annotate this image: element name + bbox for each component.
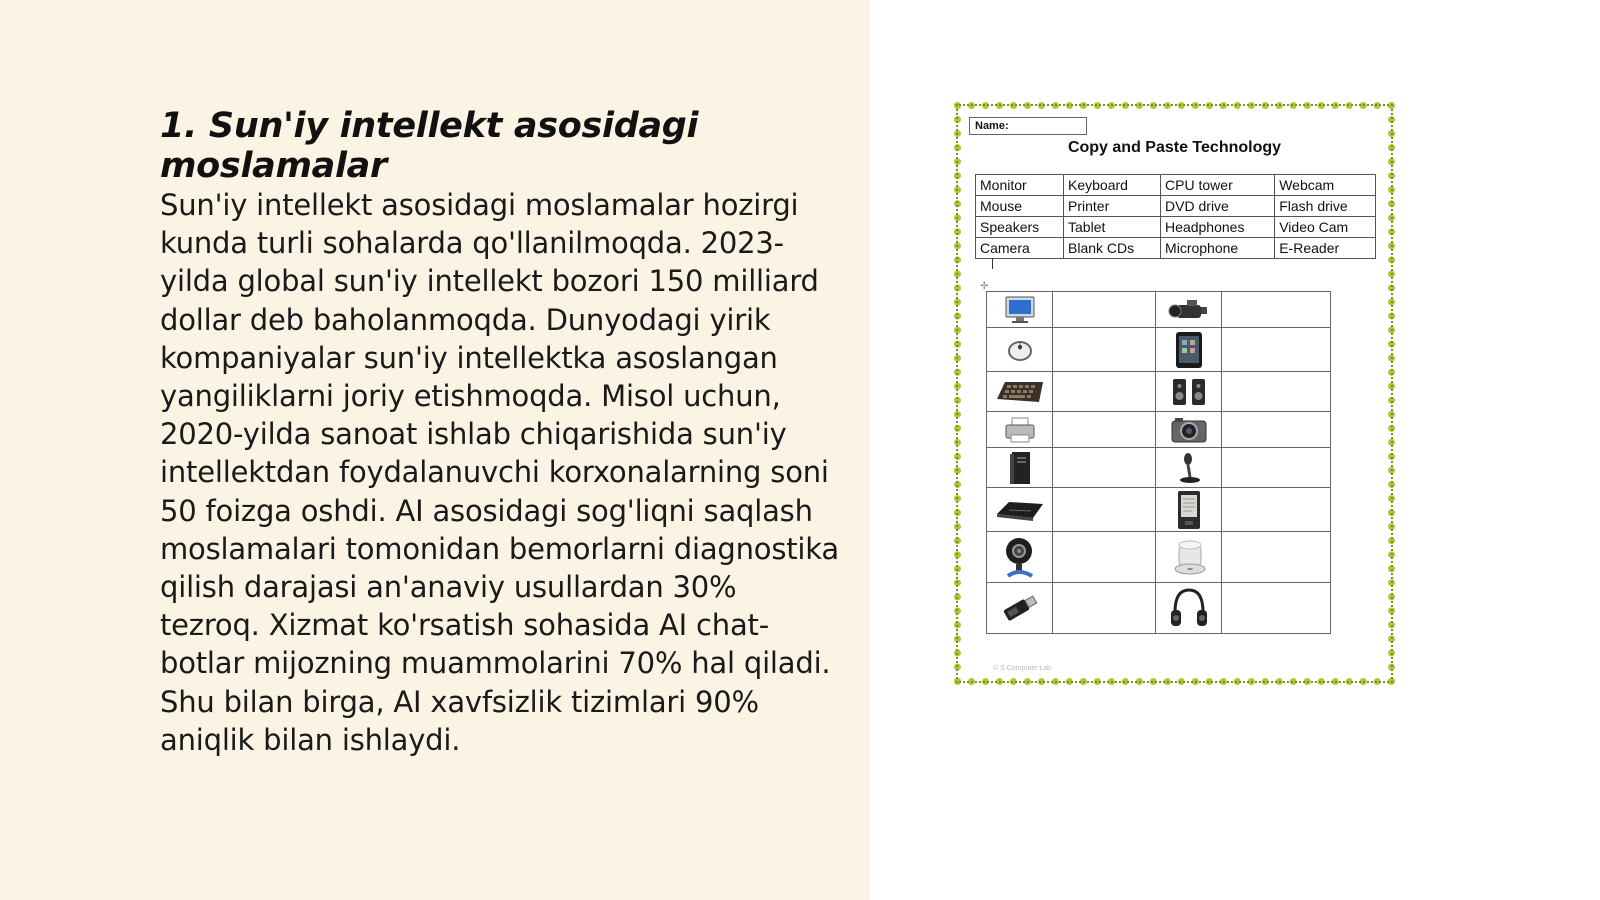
answer-cell [1222, 412, 1331, 448]
word-cell: Flash drive [1275, 196, 1376, 217]
word-cell: Speakers [976, 217, 1064, 238]
table-row [976, 238, 1376, 259]
answer-cell [1053, 328, 1156, 372]
microphone-icon [1156, 448, 1222, 488]
slide-body-text: Sun'iy intellekt asosidagi moslamalar hozirgi kunda turli sohalarda qo'llanilmoqda. 2023-yilda global sun'iy intellekt bozori 150 milliard dollar deb baholanmoqda. Dunyodagi yirik kompaniyalar sun'iy intellektka asoslangan yangiliklarni joriy etishmoqda. Misol uchun, 2020-yilda sanoat ishlab chiqarishida sun'iy intellektdan foydalanuvchi korxonalarning soni 50 foizga oshdi. AI asosidagi sog'liqni saqlash moslamalari tomonidan bemorlarni diagnostika qilish darajasi an'anaviy usullardan 30% tezroq. Xizmat ko'rsatish sohasida AI chat-botlar mijozning muammolarini 70% hal qiladi. Shu bilan birga, AI xavfsizlik tizimlari 90% aniqlik bilan ishlaydi. [160, 188, 839, 757]
text-cursor [992, 258, 993, 269]
answer-cell [1222, 583, 1331, 634]
word-cell: Printer [1064, 196, 1161, 217]
tablet-icon [1156, 328, 1222, 372]
table-row [987, 328, 1331, 372]
table-row [987, 583, 1331, 634]
word-cell: CPU tower [1161, 175, 1275, 196]
answer-cell [1053, 292, 1156, 328]
answer-cell [1053, 448, 1156, 488]
video-camera-icon [1156, 292, 1222, 328]
table-row [987, 532, 1331, 583]
answer-cell [1053, 412, 1156, 448]
name-field: Name: [969, 117, 1087, 135]
word-cell: Monitor [976, 175, 1064, 196]
blank-cds-icon [1156, 532, 1222, 583]
speakers-icon [1156, 372, 1222, 412]
answer-cell [1053, 532, 1156, 583]
table-row [987, 372, 1331, 412]
worksheet-title: Copy and Paste Technology [1067, 139, 1282, 156]
monitor-icon [987, 292, 1053, 328]
e-reader-icon [1156, 488, 1222, 532]
answer-cell [1053, 583, 1156, 634]
mouse-icon [987, 328, 1053, 372]
word-cell: Mouse [976, 196, 1064, 217]
answer-cell [1222, 292, 1331, 328]
word-cell: Video Cam [1275, 217, 1376, 238]
headphones-icon [1156, 583, 1222, 634]
table-row [987, 488, 1331, 532]
word-bank-table [975, 174, 1376, 259]
table-row [976, 196, 1376, 217]
word-cell: Camera [976, 238, 1064, 259]
answer-cell [1222, 328, 1331, 372]
table-row [987, 448, 1331, 488]
table-row [987, 412, 1331, 448]
table-row [976, 175, 1376, 196]
answer-cell [1222, 488, 1331, 532]
answer-cell [1222, 372, 1331, 412]
table-row [976, 217, 1376, 238]
answer-cell [1053, 372, 1156, 412]
word-cell: E-Reader [1275, 238, 1376, 259]
table-move-handle-icon: ✛ [980, 281, 989, 292]
camera-icon [1156, 412, 1222, 448]
printer-icon [987, 412, 1053, 448]
slide-title: 1. Sun'iy intellekt asosidagi moslamalar [160, 106, 699, 186]
worksheet-image [954, 102, 1395, 685]
word-cell: Webcam [1275, 175, 1376, 196]
word-cell: Headphones [1161, 217, 1275, 238]
worksheet-footer: © S Computer Lab [993, 665, 1052, 672]
word-cell: Blank CDs [1064, 238, 1161, 259]
word-cell: Keyboard [1064, 175, 1161, 196]
word-cell: Microphone [1161, 238, 1275, 259]
word-cell: Tablet [1064, 217, 1161, 238]
flash-drive-icon [987, 583, 1053, 634]
answer-cell [1222, 532, 1331, 583]
answer-cell [1053, 488, 1156, 532]
picture-table [986, 291, 1331, 634]
dvd-drive-icon [987, 488, 1053, 532]
cpu-tower-icon [987, 448, 1053, 488]
keyboard-icon [987, 372, 1053, 412]
webcam-icon [987, 532, 1053, 583]
word-cell: DVD drive [1161, 196, 1275, 217]
answer-cell [1222, 448, 1331, 488]
table-row [987, 292, 1331, 328]
